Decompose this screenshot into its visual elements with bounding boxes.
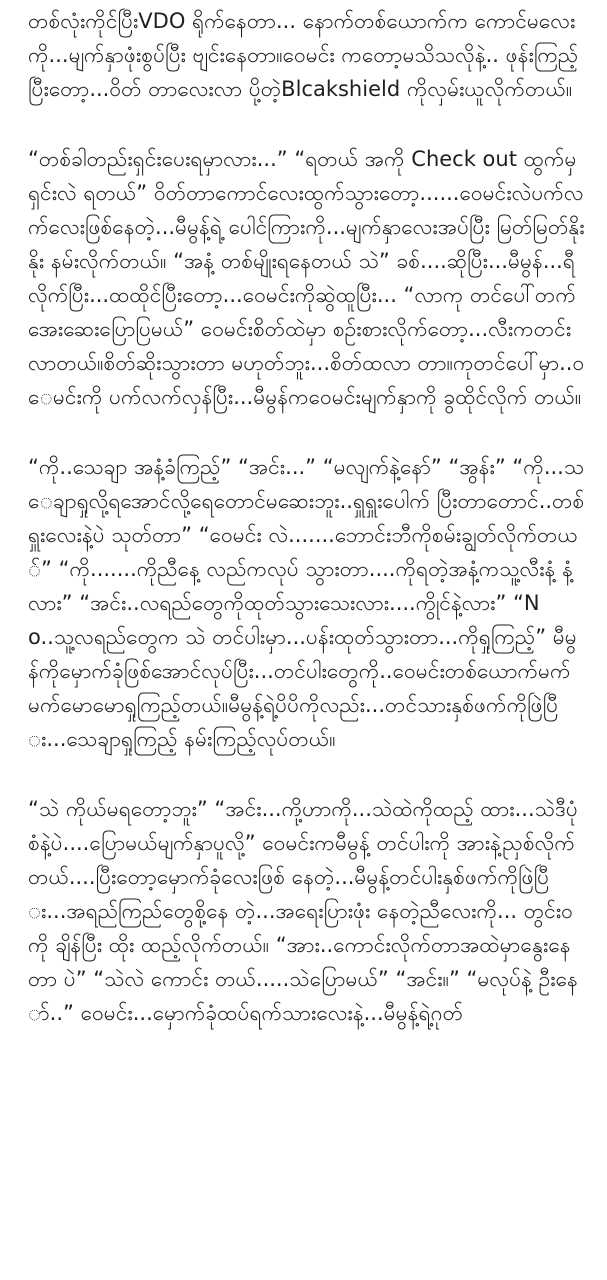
- paragraph-4: “သဲ ကိုယ်မရတော့ဘူး” “အင်း...ကို့ဟာကို...သဲထဲကိုထည့် ထား...သဲဒီပုံစံနဲ့ပဲ....ပြောမယ်မျက်နှာပူလို့” ဝေမင်းကမီမွန့် တင်ပါးကို အားနဲ့ညှစ်လိုက်တယ်....ပြီးတော့မှောက်ခုံလေးဖြစ် နေတဲ့...မီမွန့်တင်ပါးနှစ်ဖက်ကိုဖြဲပြီး...အရည်ကြည်တွေစို့နေ တဲ့...အရေးပြားဖုံး နေတဲ့ညီလေးကို... တွင်းဝကို ချိန်ပြီး ထိုး ထည့်လိုက်တယ်။ “အား..ကောင်းလိုက်တာအထဲမှာနွေးနေတာ ပဲ” “သဲလဲ ကောင်း တယ်.....သဲပြောမယ်” “အင်း။” “မလုပ်နဲ့ ဦးနော်..” ဝေမင်း...မှောက်ခုံထပ်ရက်သားလေးနဲ့...မီမွန့်ရဲ့ဂုတ်: [28, 797, 578, 1025]
- paragraph-3: “ကို..သေချာ အနံ့ခံကြည့်” “အင်း...” “မလျက်နဲ့နော်” “အွန်း” “ကို...သေချာရှုလို့ရအောင်လို့ရေတောင်မဆေးဘူး..ရှူရှူးပေါက် ပြီးတာတောင်..တစ်ရှူးလေးနဲ့ပဲ သုတ်တာ” “ဝေမင်း လဲ.......ဘောင်းဘီကိုစမ်းချွတ်လိုက်တယ်” “ကို.......ကိုညီနေ့ လည်ကလုပ် သွားတာ....ကိုရတဲ့အနံ့ကသူ့လီးနံ့ နံ့လား” “အင်း..လရည်တွေကိုထုတ်သွားသေးလား....ကွိုင်နဲ့လား” “No..သူ့လရည်တွေက သဲ တင်ပါးမှာ...ပန်းထုတ်သွားတာ...ကိုရှုကြည့်” မီမွန်ကိုမှောက်ခုံဖြစ်အောင်လုပ်ပြီး...တင်ပါးတွေကို..ဝေမင်းတစ်ယောက်မက် မက်မောမောရှုကြည့်တယ်။မီမွန့်ရဲ့ပိပိကိုလည်း...တင်သားနှစ်ဖက်ကိုဖြဲပြီး...သေချာရှုကြည့် နမ်းကြည့်လုပ်တယ်။: [28, 455, 585, 751]
- paragraph-1: တစ်လုံးကိုင်ပြီးVDO ရိုက်နေတာ... နောက်တစ်ယောက်က ကောင်မလေးကို...မျက်နှာဖုံးစွပ်ပြီး ဗျင်းနေတာ။ဝေမင်း ကတော့မသိသလိုနဲ့.. ဖုန်းကြည့်ပြီးတော့...ဝိတ် တာလေးလာ ပို့တဲ့Blcakshield ကိုလှမ်းယူလိုက်တယ်။: [28, 9, 579, 101]
- paragraph-2: “တစ်ခါတည်းရှင်းပေးရမှာလား...” “ရတယ် အကို Check out ထွက်မှ ရှင်းလဲ ရတယ်” ဝိတ်တာကောင်လေးထွက်သွားတော့......ဝေမင်းလဲပက်လက်လေးဖြစ်နေတဲ့...မီမွန့်ရဲ့ ပေါင်ကြားကို...မျက်နှာလေးအပ်ပြီး မြတ်မြတ်နိုးနိုး နမ်းလိုက်တယ်။ “အနံ့ တစ်မျိုးရနေတယ် သဲ” ခစ်....ဆိုပြီး...မီမွန်...ရီလိုက်ပြီး...ထထိုင်ပြီးတော့...ဝေမင်းကိုဆွဲထူပြီး... “လာကု တင်ပေါ်တက် အေးဆေးပြောပြမယ်” ဝေမင်းစိတ်ထဲမှာ စဉ်းစားလိုက်တော့...လီးကတင်းလာတယ်။စိတ်ဆိုးသွားတာ မဟုတ်ဘူး...စိတ်ထလာ တာ။ကုတင်ပေါ်မှာ..ဝေမင်းကို ပက်လက်လှန်ပြီး...မီမွန်ကဝေမင်းမျက်နှာကို ခွထိုင်လိုက် တယ်။: [28, 147, 585, 409]
